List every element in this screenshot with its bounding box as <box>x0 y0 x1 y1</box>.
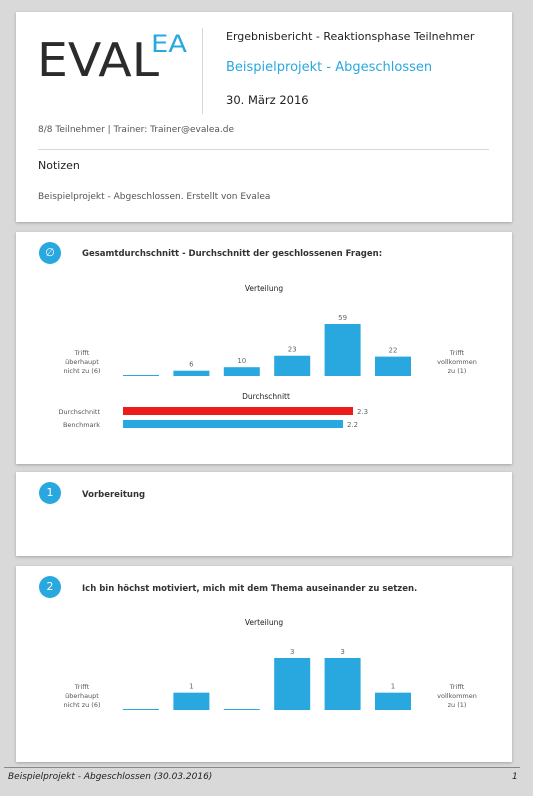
average-label: Durchschnitt <box>58 408 100 416</box>
report-title: Ergebnisbericht - Reaktionsphase Teilnehmer <box>226 30 475 43</box>
distribution-bar <box>274 658 310 710</box>
header-separator <box>38 149 489 150</box>
question-distribution-chart <box>16 616 512 720</box>
distribution-bar <box>224 709 260 710</box>
section-number-badge: 1 <box>39 482 61 504</box>
scale-right-label: Trifft <box>449 683 465 691</box>
bar-value-label: 1 <box>189 682 194 691</box>
report-date: 30. März 2016 <box>226 93 309 107</box>
scale-left-label: überhaupt <box>65 692 99 700</box>
bar-value-label: 2.2 <box>347 421 359 429</box>
report-header-card <box>16 12 512 222</box>
benchmark-label: Benchmark <box>62 421 100 429</box>
notes-text: Beispielprojekt - Abgeschlossen. Erstellt von Evalea <box>38 192 271 202</box>
chart-title: Durchschnitt <box>242 392 290 401</box>
bar-value-label: 10 <box>237 357 247 366</box>
scale-right-label: zu (1) <box>447 701 467 709</box>
distribution-bar <box>375 357 411 376</box>
header-divider <box>202 28 203 114</box>
distribution-bar <box>123 375 159 376</box>
page-number: 1 <box>512 772 518 782</box>
scale-right-label: vollkommen <box>437 692 477 700</box>
scale-left-label: überhaupt <box>65 358 99 366</box>
overall-average-chart <box>16 390 512 438</box>
evalea-logo <box>37 26 189 80</box>
distribution-bar <box>123 709 159 710</box>
bar-value-label: 6 <box>189 360 194 369</box>
scale-right-label: zu (1) <box>447 367 467 375</box>
scale-right-label: vollkommen <box>437 358 477 366</box>
overall-distribution-chart <box>16 282 512 386</box>
distribution-bar <box>325 658 361 710</box>
section-preparation-card <box>16 472 512 556</box>
scale-right-label: Trifft <box>449 349 465 357</box>
bar-value-label: 22 <box>388 346 398 355</box>
bar-value-label: 3 <box>289 648 295 656</box>
distribution-bar <box>173 693 209 710</box>
project-name: Beispielprojekt - Abgeschlossen <box>226 60 433 75</box>
scale-left-label: nicht zu (6) <box>63 367 101 375</box>
logo-text-main: EVAL <box>37 33 160 80</box>
participants-trainer-info: 8/8 Teilnehmer | Trainer: Trainer@evalea.de <box>38 125 234 135</box>
bar-value-label: 3 <box>340 648 345 656</box>
scale-left-label: Trifft <box>74 349 90 357</box>
question-card <box>16 566 512 762</box>
scale-left-label: nicht zu (6) <box>63 701 101 709</box>
notes-heading: Notizen <box>38 159 80 172</box>
bar-value-label: 1 <box>390 682 396 691</box>
distribution-bar <box>375 693 411 710</box>
scale-left-label: Trifft <box>74 683 90 691</box>
section-title: Vorbereitung <box>82 490 146 500</box>
logo-text-sub: EA <box>151 30 188 58</box>
bar-value-label: 23 <box>287 345 297 354</box>
question-title: Ich bin höchst motiviert, mich mit dem Thema auseinander zu setzen. <box>82 584 418 594</box>
overall-title: Gesamtdurchschnitt - Durchschnitt der geschlossenen Fragen: <box>82 249 383 259</box>
distribution-bar <box>325 324 361 376</box>
footer-rule <box>4 767 520 768</box>
question-number-badge: 2 <box>39 576 61 598</box>
average-bar <box>123 407 353 415</box>
bar-value-label: 59 <box>338 314 348 322</box>
bar-value-label: 2.3 <box>357 408 369 416</box>
overall-average-card <box>16 232 512 464</box>
footer-project-date: Beispielprojekt - Abgeschlossen (30.03.2016) <box>8 772 213 782</box>
distribution-bar <box>274 356 310 376</box>
chart-title: Verteilung <box>244 284 284 293</box>
average-badge: ∅ <box>39 242 61 264</box>
distribution-bar <box>173 371 209 376</box>
benchmark-bar <box>123 420 343 428</box>
distribution-bar <box>224 367 260 376</box>
chart-title: Verteilung <box>244 618 284 627</box>
